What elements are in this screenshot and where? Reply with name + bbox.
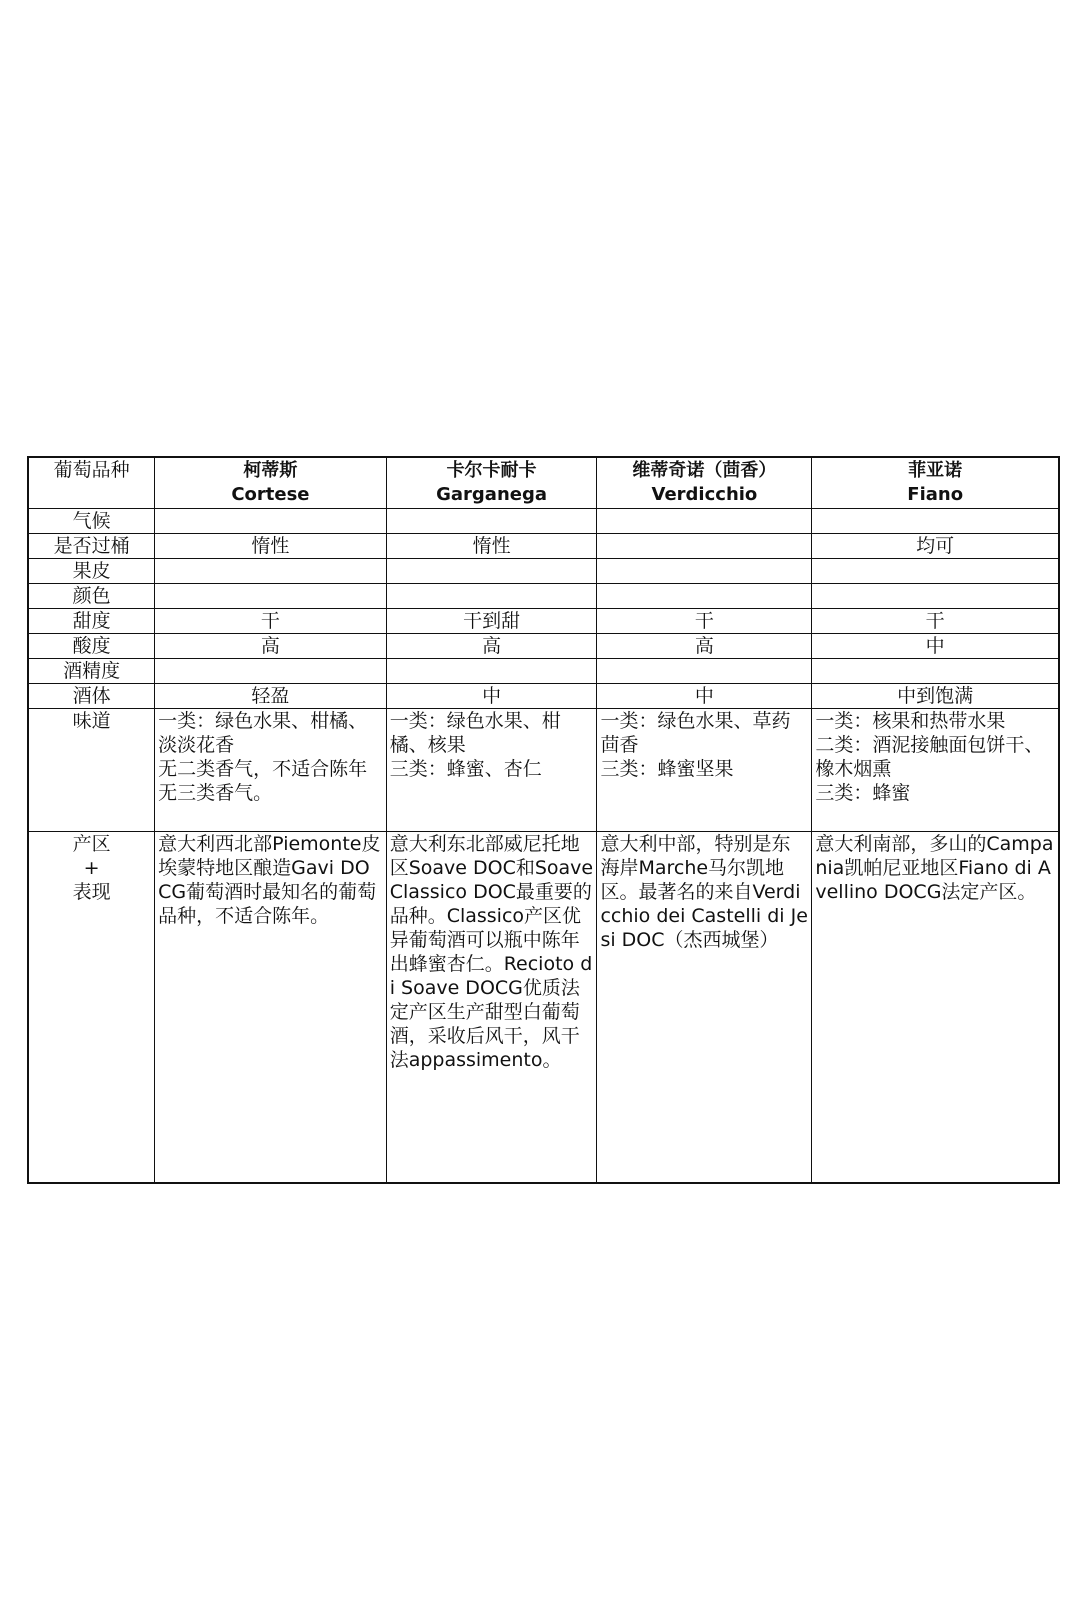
table-cell	[812, 559, 1059, 584]
column-header-en: Verdicchio	[651, 484, 758, 505]
table-cell: 意大利中部，特别是东海岸Marche马尔凯地区。最著名的来自Verdicchio dei Castelli di Jesi DOC（杰西城堡）	[597, 832, 812, 1184]
column-header-cortese	[155, 457, 387, 509]
row-oak	[28, 534, 1059, 559]
table-cell: 中	[386, 684, 597, 709]
row-sweetness	[28, 609, 1059, 634]
cell-text-line: 二类：酒泥接触面包饼干、橡木烟熏	[815, 734, 1044, 780]
row-label-region-line: 表现	[72, 881, 111, 903]
table-cell: 中到饱满	[812, 684, 1059, 709]
grape-variety-table	[27, 456, 1060, 1184]
table-cell	[386, 584, 597, 609]
table-cell: 干	[597, 609, 812, 634]
table-cell	[386, 509, 597, 534]
table-cell: 高	[386, 634, 597, 659]
header-row	[28, 457, 1059, 509]
table-cell	[597, 509, 812, 534]
row-taste	[28, 709, 1059, 832]
table-cell: 均可	[812, 534, 1059, 559]
row-label-skin: 果皮	[28, 559, 155, 584]
table-cell	[155, 559, 387, 584]
table-cell: 干到甜	[386, 609, 597, 634]
column-header-verdicchio	[597, 457, 812, 509]
table-cell	[155, 584, 387, 609]
cell-text-line: 一类：核果和热带水果	[815, 710, 1006, 732]
row-label-climate: 气候	[28, 509, 155, 534]
table-cell: 高	[597, 634, 812, 659]
cell-text-line: 一类：绿色水果、柑橘、淡淡花香	[158, 710, 368, 756]
table-cell: 干	[155, 609, 387, 634]
column-header-en: Cortese	[231, 484, 310, 505]
table-cell: 意大利西北部Piemonte皮埃蒙特地区酿造Gavi DOCG葡萄酒时最知名的葡萄品种，不适合陈年。	[155, 832, 387, 1184]
table-cell: 惰性	[155, 534, 387, 559]
table-cell	[386, 559, 597, 584]
row-region	[28, 832, 1059, 1184]
table-cell: 中	[812, 634, 1059, 659]
column-header-cn: 维蒂奇诺（茴香）	[632, 460, 777, 481]
table-cell	[155, 659, 387, 684]
table-cell	[386, 659, 597, 684]
row-label-oak: 是否过桶	[28, 534, 155, 559]
table-cell: 干	[812, 609, 1059, 634]
table-cell: 惰性	[386, 534, 597, 559]
table-cell	[812, 584, 1059, 609]
column-header-en: Fiano	[907, 484, 964, 505]
row-color	[28, 584, 1059, 609]
column-header-cn: 柯蒂斯	[243, 460, 298, 481]
table-cell	[597, 659, 812, 684]
row-label-acidity: 酸度	[28, 634, 155, 659]
cell-text-line: 三类：蜂蜜、杏仁	[389, 758, 542, 780]
row-acidity	[28, 634, 1059, 659]
column-header-cn: 菲亚诺	[908, 460, 963, 481]
corner-label: 葡萄品种	[28, 457, 155, 509]
cell-text-line: 无二类香气，不适合陈年无三类香气。	[158, 758, 368, 804]
table-cell	[597, 534, 812, 559]
table-cell	[386, 709, 597, 832]
cell-text-line: 一类：绿色水果、草药茴香	[600, 710, 791, 756]
row-alcohol	[28, 659, 1059, 684]
row-skin	[28, 559, 1059, 584]
table-cell	[812, 709, 1059, 832]
row-label-region-line: +	[83, 857, 100, 879]
row-label-taste: 味道	[28, 709, 155, 832]
column-header-garganega	[386, 457, 597, 509]
row-label-region-line: 产区	[72, 833, 111, 855]
row-label-alcohol: 酒精度	[28, 659, 155, 684]
column-header-en: Garganega	[436, 484, 548, 505]
row-body	[28, 684, 1059, 709]
row-label-color: 颜色	[28, 584, 155, 609]
table-cell	[812, 509, 1059, 534]
table-cell	[597, 709, 812, 832]
table-cell	[812, 659, 1059, 684]
row-label-region	[28, 832, 155, 1184]
cell-text-line: 三类：蜂蜜	[815, 782, 911, 804]
table-cell: 轻盈	[155, 684, 387, 709]
row-climate	[28, 509, 1059, 534]
table-cell: 意大利东北部威尼托地区Soave DOC和Soave Classico DOC最重要的品种。Classico产区优异葡萄酒可以瓶中陈年出蜂蜜杏仁。Recioto di Soave DOCG优质法定产区生产甜型白葡萄酒，采收后风干，风干法appassimento。	[386, 832, 597, 1184]
row-label-body: 酒体	[28, 684, 155, 709]
row-label-sweetness: 甜度	[28, 609, 155, 634]
cell-text-line: 三类：蜂蜜坚果	[600, 758, 734, 780]
cell-text-line: 一类：绿色水果、柑橘、核果	[389, 710, 561, 756]
table-cell	[597, 559, 812, 584]
table-cell: 高	[155, 634, 387, 659]
table-cell: 中	[597, 684, 812, 709]
table-cell	[597, 584, 812, 609]
table-cell: 意大利南部，多山的Campania凯帕尼亚地区Fiano di Avellino DOCG法定产区。	[812, 832, 1059, 1184]
column-header-cn: 卡尔卡耐卡	[446, 460, 537, 481]
column-header-fiano	[812, 457, 1059, 509]
table-cell	[155, 709, 387, 832]
table-cell	[155, 509, 387, 534]
